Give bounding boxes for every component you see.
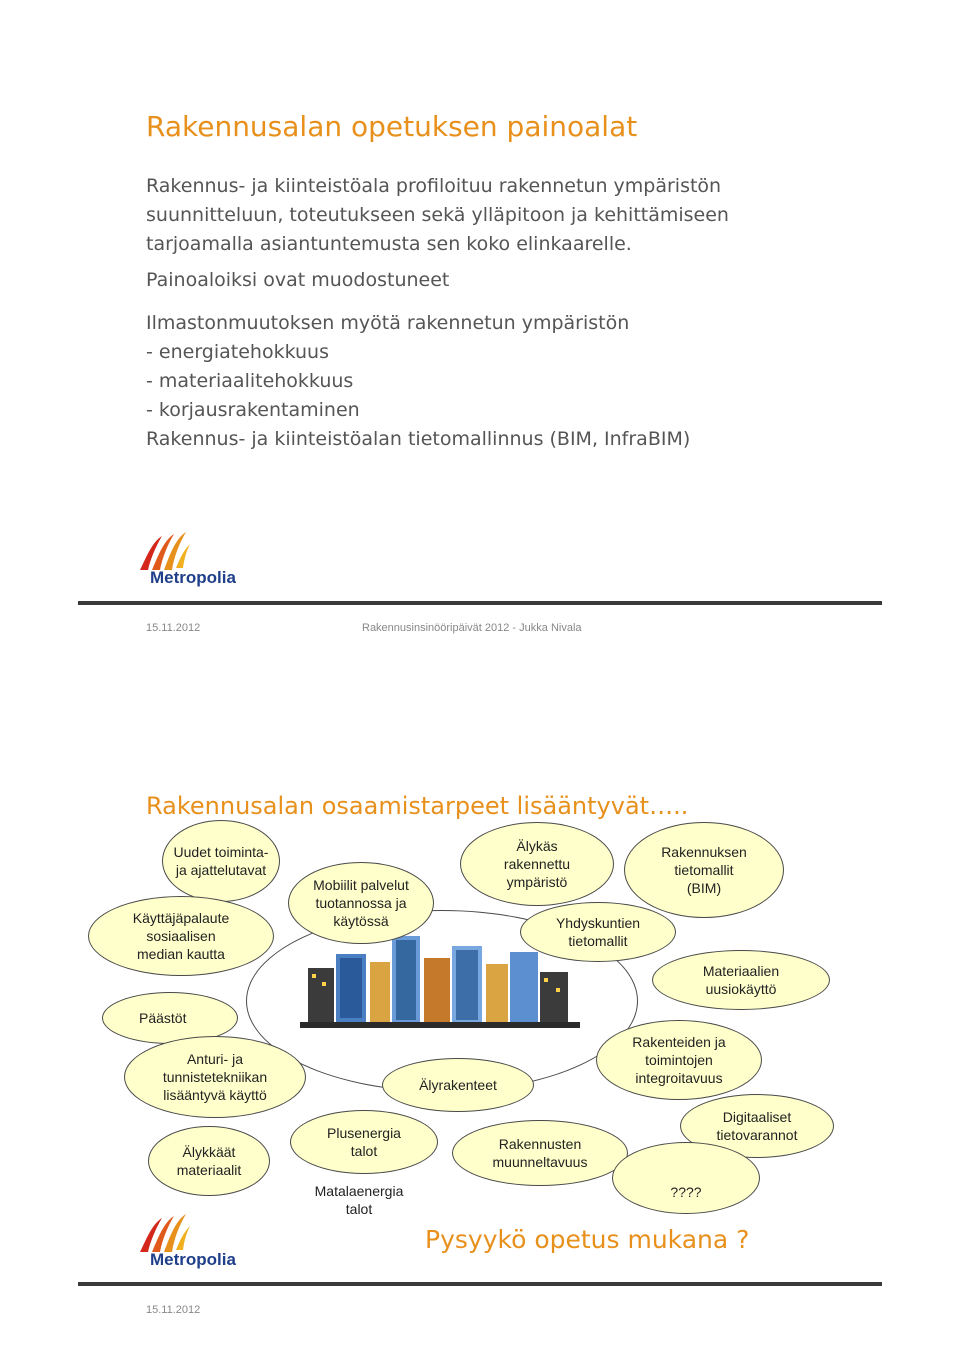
bubble-mobile-services: Mobiilit palvelut tuotannossa ja käytössä [288,862,434,944]
bullet-item: - energiatehokkuus [146,341,329,363]
bubble-emissions: Päästöt [102,992,238,1044]
intro-line-3: tarjoamalla asiantuntemusta sen koko elinkaarelle. [146,233,632,255]
footer-date: 15.11.2012 [146,622,201,634]
label-low-energy: Matalaenergia talot [314,1183,404,1217]
bubble-plus-energy: Plusenergia talot [290,1110,438,1174]
footer-date: 15.11.2012 [146,1304,201,1316]
bullet-item: - materiaalitehokkuus [146,370,354,392]
footer-divider [78,601,882,605]
intro-line-2: suunnitteluun, toteutukseen sekä ylläpitoon ja kehittämiseen [146,204,729,226]
bubble-new-practices: Uudet toiminta- ja ajattelutavat [162,820,280,902]
slide-1 [0,0,960,680]
closing-question: Pysyykö opetus mukana ? [425,1225,750,1254]
slide-1-focus [146,266,449,295]
slide-2-title: Rakennusalan osaamistarpeet lisääntyvät….. [146,792,689,820]
bubble-smart-materials: Älykkäät materiaalit [148,1126,270,1196]
bubble-adaptability: Rakennusten muunneltavuus [452,1120,628,1186]
slide-2 [0,680,960,1367]
focus-heading: Painoaloiksi ovat muodostuneet [146,269,450,291]
bubble-smart-structures: Älyrakenteet [382,1058,534,1112]
slide-1-list [146,309,690,454]
bubble-sensor-tech: Anturi- ja tunnistetekniikan lisääntyvä käyttö [124,1036,306,1118]
bullet-item: - korjausrakentaminen [146,399,360,421]
logo-flame-icon [136,528,256,572]
bubble-user-feedback: Käyttäjäpalaute sosiaalisen median kautta [88,896,274,976]
bubble-integrability: Rakenteiden ja toimintojen integroitavuus [596,1020,762,1100]
footer-divider [78,1282,882,1286]
bim-line: Rakennus- ja kiinteistöalan tietomallinnus (BIM, InfraBIM) [146,428,691,450]
slide-1-title: Rakennusalan opetuksen painoalat [146,110,638,143]
bubble-question-marks: ???? [612,1142,760,1214]
logo-flame-icon [136,1210,256,1254]
metropolia-logo [136,528,256,588]
logo-wordmark: Metropolia [150,1250,236,1269]
climate-heading: Ilmastonmuutoksen myötä rakennetun ympäristön [146,312,630,334]
footer-event: Rakennusinsinööripäivät 2012 - Jukka Nivala [362,622,582,634]
bubble-building-models: Rakennuksen tietomallit (BIM) [624,822,784,918]
bubble-smart-environment: Älykäs rakennettu ympäristö [460,822,614,906]
bubble-material-reuse: Materiaalien uusiokäyttö [652,950,830,1010]
intro-line-1: Rakennus- ja kiinteistöala profiloituu rakennetun ympäristön [146,175,722,197]
slide-1-body [146,172,729,259]
bubble-digital-data: Digitaaliset tietovarannot [680,1094,834,1158]
bubble-community-models: Yhdyskuntien tietomallit [520,902,676,962]
metropolia-logo [136,1210,256,1270]
logo-wordmark: Metropolia [150,568,236,587]
